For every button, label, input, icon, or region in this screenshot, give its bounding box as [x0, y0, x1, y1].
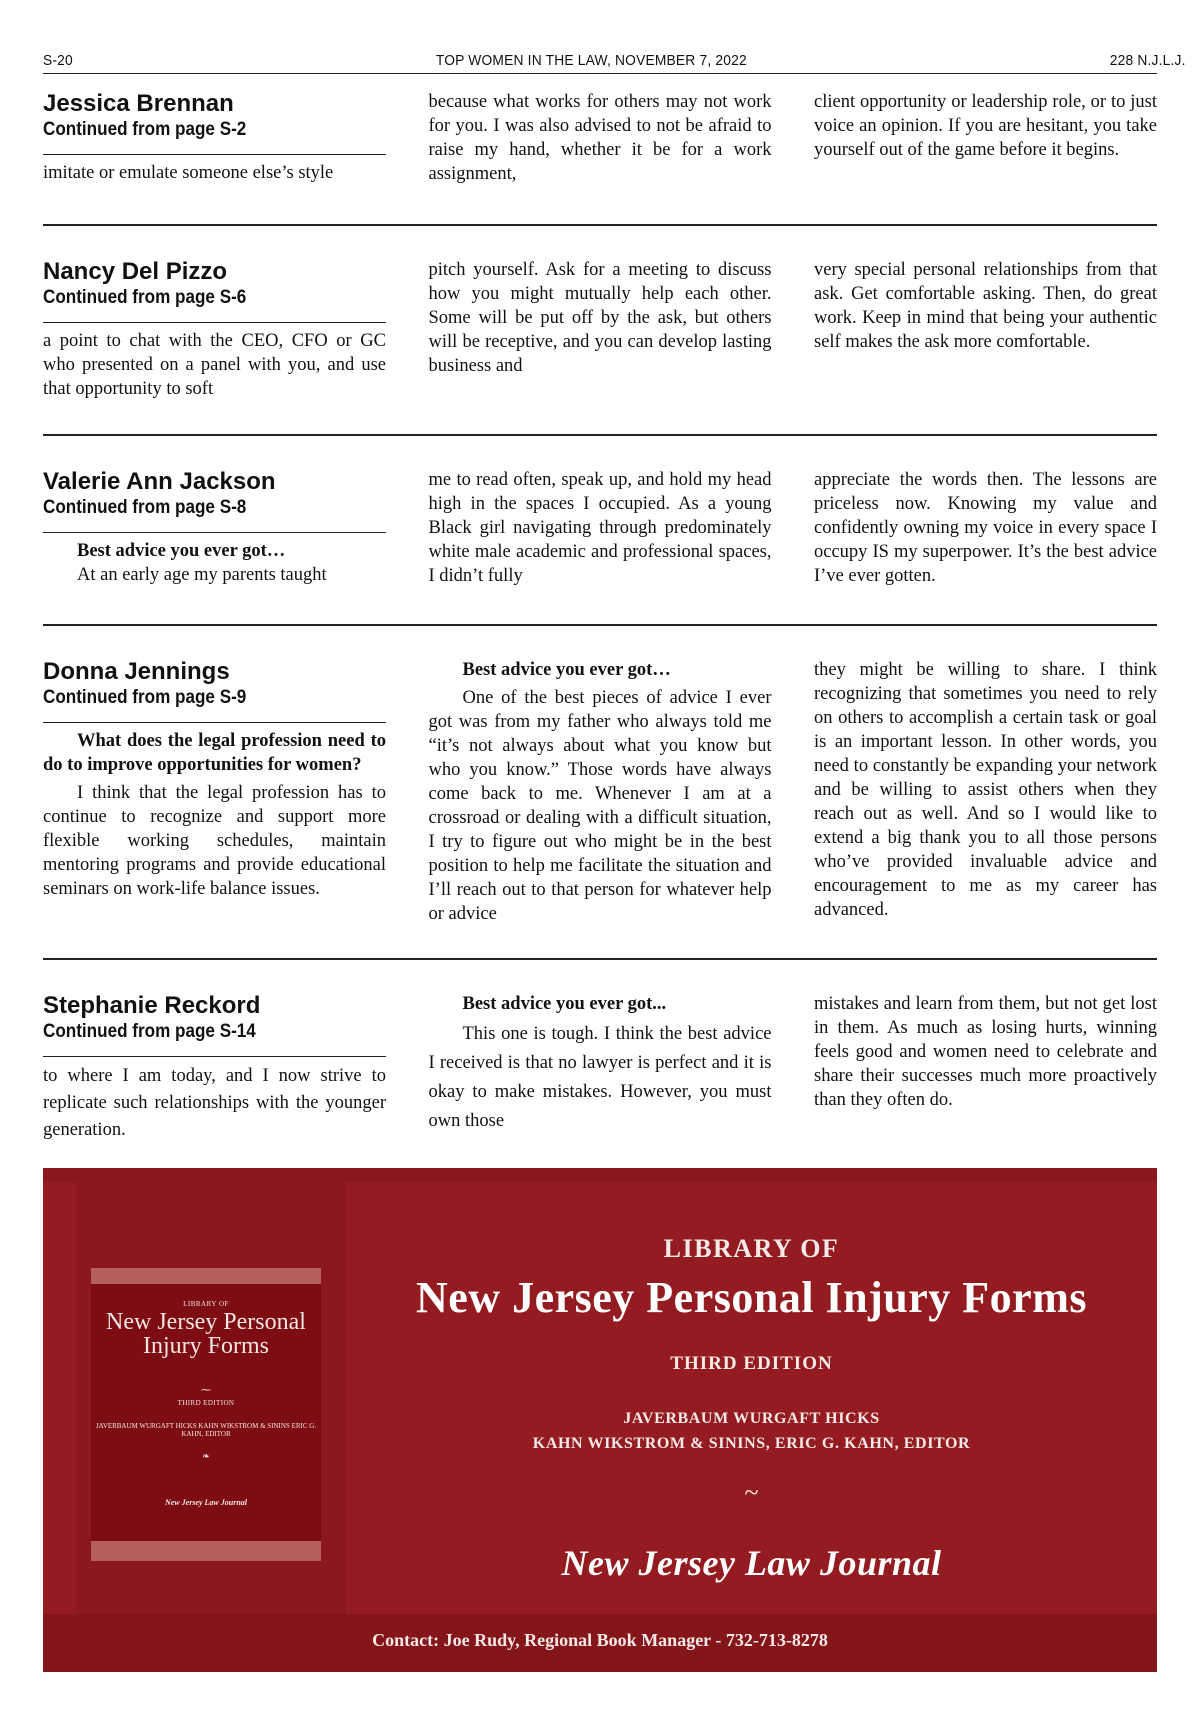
body-text: At an early age my parents taught: [77, 565, 327, 585]
continued-from: Continued from page S-2: [43, 119, 247, 140]
ornament-icon: ❧: [202, 1451, 210, 1461]
continued-from: Continued from page S-8: [43, 497, 247, 518]
column-3: [814, 258, 1157, 401]
body-text: One of the best pieces of advice I ever got was from my father who always told me “it’s not always about what you know but who you know.” Those words have always come back to me. Whenever I am at a crossroad or dealing with a difficult situation, I try to figure out who might be in the best position to help me facilitate the situation and I’ll reach out to that person for whatever help or advice: [428, 688, 772, 924]
body-text: a point to chat with the CEO, CFO or GC who presented on a panel with you, and use that opportunity to soft: [43, 331, 386, 399]
column-2: [429, 658, 772, 926]
profile-stephanie-reckord: [43, 992, 1157, 1144]
running-header: [43, 48, 1186, 72]
ad-edition: THIRD EDITION: [670, 1353, 833, 1374]
page-number: S-20: [43, 51, 73, 69]
body-text: very special personal relationships from that ask. Get comfortable asking. Then, do great work. Keep in mind that being your authentic self makes the ask more comfortable.: [814, 260, 1157, 352]
contact-line[interactable]: Contact: Joe Rudy, Regional Book Manager - 732-713-8278: [372, 1630, 828, 1650]
question-heading: What does the legal profession need to do to improve opportunities for women?: [43, 731, 386, 775]
header-rule: [43, 73, 1157, 74]
issue-title: TOP WOMEN IN THE LAW, NOVEMBER 7, 2022: [435, 51, 747, 69]
column-1: [43, 258, 386, 401]
book-cover-authors: JAVERBAUM WURGAFT HICKS KAHN WIKSTROM & SININS ERIC G. KAHN, EDITOR: [95, 1422, 317, 1438]
column-3: [814, 90, 1157, 186]
volume-citation: 228 N.J.L.J.: [1109, 51, 1186, 69]
section-divider: [43, 958, 1157, 960]
name-rule: [43, 1056, 386, 1057]
ad-authors-line-2: KAHN WIKSTROM & SININS, ERIC G. KAHN, EDITOR: [532, 1435, 971, 1452]
continued-from: Continued from page S-14: [43, 1021, 256, 1042]
book-cover-library: LIBRARY OF: [183, 1300, 229, 1308]
column-3: [814, 658, 1157, 926]
profile-donna-jennings: [43, 658, 1157, 926]
book-band-top: [91, 1268, 321, 1284]
question-heading: Best advice you ever got…: [77, 541, 286, 561]
continued-from: Continued from page S-6: [43, 287, 247, 308]
name-rule: [43, 154, 386, 155]
profile-nancy-del-pizzo: [43, 258, 1157, 401]
column-1: [43, 468, 386, 588]
profile-name: Donna Jennings: [43, 658, 230, 685]
column-1: [43, 992, 386, 1144]
section-divider: [43, 224, 1157, 226]
publisher-logo: New Jersey Law Journal: [561, 1543, 942, 1583]
body-text: pitch yourself. Ask for a meeting to discuss how you might mutually help each other. Some will be put off by the ask, but others will be receptive, and you can develop lasting business and: [428, 260, 772, 376]
body-text: they might be willing to share. I think recognizing that sometimes you need to rely on others to accomplish a certain task or goal is an important lesson. In other words, you need to constantly be expanding your network and be willing to assist others when they reach out as well. And so I would like to extend a big thank you to all those persons who’ve provided invaluable advice and encouragement to me as my career has advanced.: [814, 660, 1157, 920]
profile-name: Nancy Del Pizzo: [43, 258, 228, 285]
body-text: to where I am today, and I now strive to replicate such relationships with the younger generation.: [43, 1066, 386, 1140]
body-text: client opportunity or leadership role, or to just voice an opinion. If you are hesitant, you take yourself out of the game before it begins.: [814, 92, 1157, 160]
column-3: [814, 992, 1157, 1144]
ornament-icon: ⁓: [201, 1385, 211, 1396]
body-text: mistakes and learn from them, but not get lost in them. As much as losing hurts, winning feels good and women need to celebrate and share their successes much more proactively than they often do.: [814, 994, 1157, 1110]
body-text: This one is tough. I think the best advice I received is that no lawyer is perfect and it is okay to make mistakes. However, you must own those: [428, 1024, 772, 1131]
column-1: [43, 90, 386, 186]
column-1: [43, 658, 386, 926]
column-2: [429, 90, 772, 186]
profile-name: Jessica Brennan: [43, 90, 234, 117]
column-2: [429, 992, 772, 1144]
book-advertisement[interactable]: [43, 1168, 1157, 1672]
swash-ornament-icon: ~: [744, 1478, 759, 1507]
section-divider: [43, 434, 1157, 436]
ad-library-label: LIBRARY OF: [663, 1234, 840, 1263]
name-rule: [43, 722, 386, 723]
name-rule: [43, 322, 386, 323]
body-text: me to read often, speak up, and hold my head high in the spaces I occupied. As a young Black girl navigating through predominately white male academic and professional spaces, I didn’t fully: [428, 470, 772, 586]
profile-valerie-ann-jackson: [43, 468, 1157, 588]
column-2: [429, 468, 772, 588]
book-band-bottom: [91, 1541, 321, 1561]
book-cover-image: [91, 1268, 321, 1561]
ad-title: New Jersey Personal Injury Forms: [416, 1273, 1087, 1322]
continued-from: Continued from page S-9: [43, 687, 247, 708]
profile-name: Stephanie Reckord: [43, 992, 261, 1019]
ad-top-strip: [43, 1168, 1157, 1182]
body-text: imitate or emulate someone else’s style: [43, 163, 334, 183]
name-rule: [43, 532, 386, 533]
column-2: [429, 258, 772, 401]
book-cover-publisher: New Jersey Law Journal: [165, 1498, 247, 1507]
question-heading: Best advice you ever got…: [462, 660, 671, 680]
body-text: I think that the legal profession has to continue to recognize and support more flexible working schedules, maintain mentoring programs and provide educational seminars on work-life balance issues.: [43, 783, 386, 899]
profile-jessica-brennan: [43, 90, 1157, 186]
profile-name: Valerie Ann Jackson: [43, 468, 276, 495]
body-text: appreciate the words then. The lessons are priceless now. Knowing my value and confidently owning my voice in every space I occupy IS my superpower. It’s the best advice I’ve ever gotten.: [814, 470, 1157, 586]
ad-authors-line-1: JAVERBAUM WURGAFT HICKS: [623, 1410, 880, 1427]
section-divider: [43, 624, 1157, 626]
column-3: [814, 468, 1157, 588]
question-heading: Best advice you ever got...: [462, 994, 667, 1014]
body-text: because what works for others may not work for you. I was also advised to not be afraid to raise my hand, whether it be for a work assignment,: [428, 92, 772, 184]
book-cover-edition: THIRD EDITION: [177, 1399, 235, 1407]
book-cover-title: New Jersey Personal Injury Forms: [106, 1309, 306, 1359]
